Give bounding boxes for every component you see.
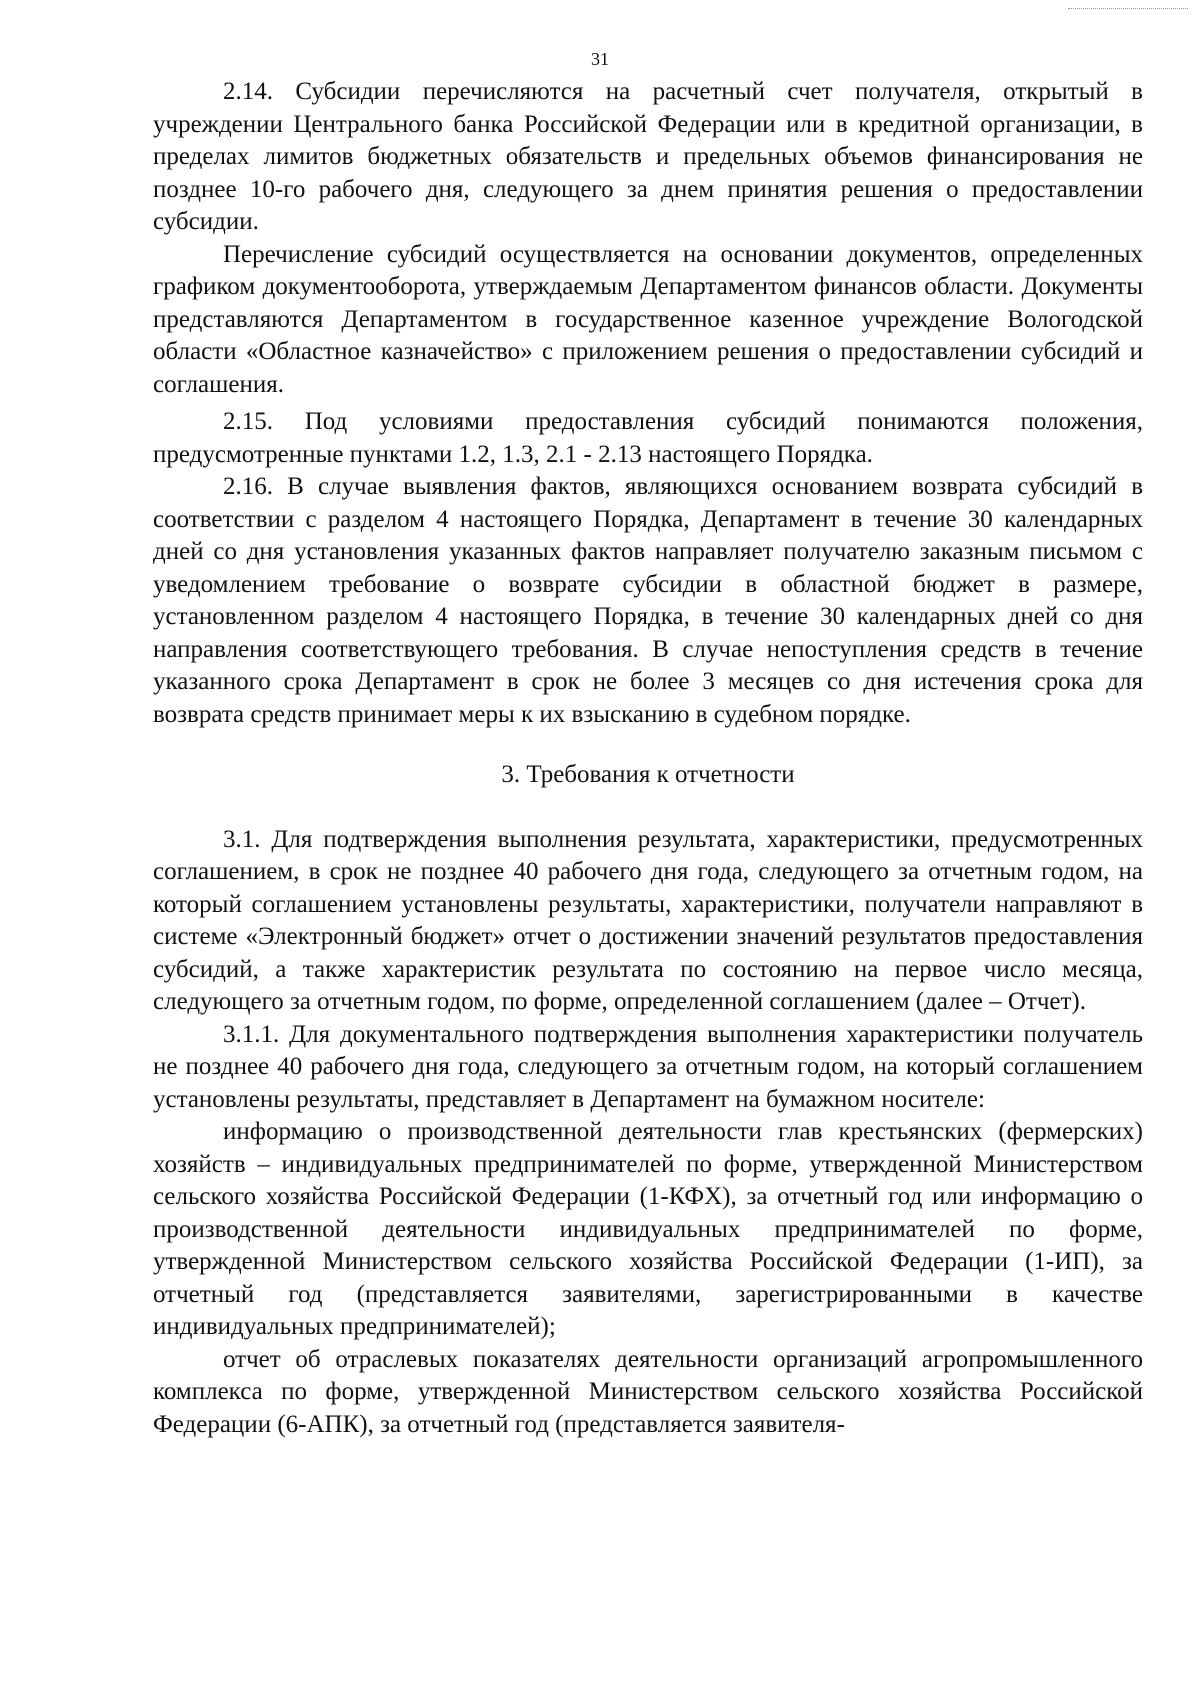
- paragraph-2-16: 2.16. В случае выявления фактов, являющихся основанием возврата субсидий в соответствии с разделом 4 настоящего Порядка, Департамент в течение 30 календарных дней со дня установления указанных фактов направляет получателю заказным письмом с уведомлением требование о возврате субсидии в областной бюджет в размере, установленном разделом 4 настоящего Порядка, в течение 30 календарных дней со дня направления соответствующего требования. В случае непоступления средств в течение указанного срока Департамент в срок не более 3 месяцев со дня истечения срока для возврата средств принимает меры к их взысканию в судебном порядке.: [153, 473, 1143, 728]
- paragraph-production-info: информацию о производственной деятельности глав крестьянских (фермерских) хозяйств – индивидуальных предпринимателей по форме, утвержденной Министерством сельского хозяйства Российской Федерации (1-КФХ), за отчетный год или информацию о производственной деятельности индивидуальных предпринимателей по форме, утвержденной Министерством сельского хозяйства Российской Федерации (1-ИП), за отчетный год (представляется заявителями, зарегистрированными в качестве индивидуальных предпринимателей);: [153, 1118, 1143, 1340]
- paragraph-2-14-transfer: Перечисление субсидий осуществляется на основании документов, определенных графиком документооборота, утверждаемым Департаментом финансов области. Документы представляются Департаментом в государственное казенное учреждение Вологодской области «Областное казначейство» с приложением решения о предоставлении субсидий и соглашения.: [153, 240, 1143, 398]
- paragraph-3-1: 3.1. Для подтверждения выполнения результата, характеристики, предусмотренных соглашением, в срок не позднее 40 рабочего дня года, следующего за отчетным годом, на который соглашением установлены результаты, характеристики, получатели направляют в системе «Электронный бюджет» отчет о достижении значений результатов предоставления субсидий, а также характеристик результата по состоянию на первое число месяца, следующего за отчетным годом, по форме, определенной соглашением (далее – Отчет).: [153, 825, 1143, 1015]
- scan-corner-mark: [1068, 0, 1188, 9]
- paragraph-2-15: 2.15. Под условиями предоставления субсидий понимаются положения, предусмотренные пунктами 1.2, 1.3, 2.1 - 2.13 настоящего Порядка.: [153, 408, 1143, 468]
- paragraph-industry-report: отчет об отраслевых показателях деятельности организаций агропромышленного комплекса по форме, утвержденной Министерством сельского хозяйства Российской Федерации (6-АПК), за отчетный год (представляется заявителя-: [153, 1345, 1143, 1438]
- document-body: [153, 76, 1143, 1441]
- paragraph-2-14: 2.14. Субсидии перечисляются на расчетный счет получателя, открытый в учреждении Центрального банка Российской Федерации или в кредитной организации, в пределах лимитов бюджетных обязательств и предельных объемов финансирования не позднее 10-го рабочего дня, следующего за днем принятия решения о предоставлении субсидии.: [153, 78, 1143, 235]
- page-number: 31: [591, 49, 609, 69]
- paragraph-3-1-1: 3.1.1. Для документального подтверждения выполнения характеристики получатель не позднее 40 рабочего дня года, следующего за отчетным годом, на который соглашением установлены результаты, представляет в Департамент на бумажном носителе:: [153, 1020, 1143, 1113]
- section-heading-3: 3. Требования к отчетности: [501, 761, 795, 788]
